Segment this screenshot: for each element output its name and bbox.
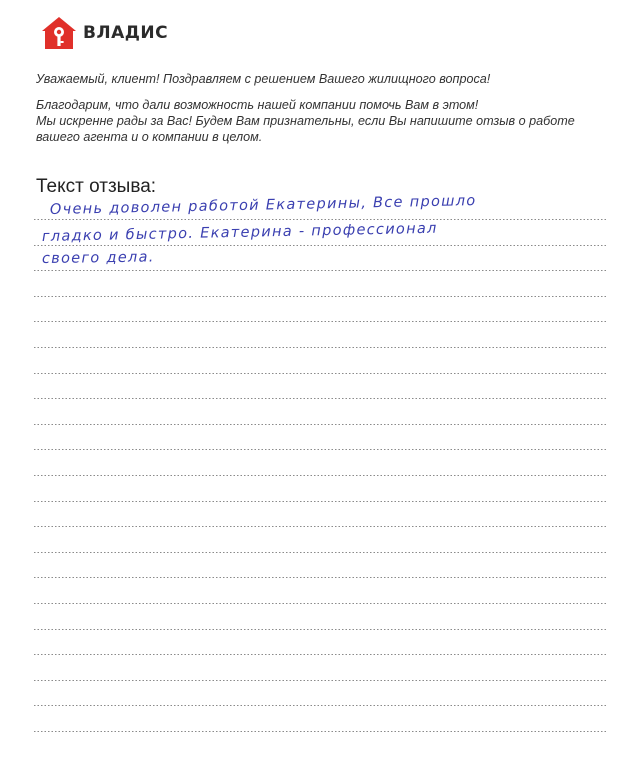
thanks-line: Мы искренне рады за Вас! Будем Вам признательны, если Вы напишите отзыв о работе	[36, 114, 575, 128]
greeting-text: Уважаемый, клиент! Поздравляем с решением Вашего жилищного вопроса!	[36, 72, 491, 86]
thanks-line: Благодарим, что дали возможность нашей компании помочь Вам в этом!	[36, 98, 479, 112]
handwritten-line: гладко и быстро. Екатерина - профессионал	[41, 220, 438, 245]
handwritten-line: своего дела.	[41, 249, 155, 267]
handwritten-line: Очень доволен работой Екатерины, Все прошло	[49, 193, 477, 218]
brand-name: ВЛАДИС	[83, 23, 169, 43]
review-heading: Текст отзыва:	[36, 176, 157, 197]
thanks-line: вашего агента и о компании в целом.	[36, 130, 263, 144]
